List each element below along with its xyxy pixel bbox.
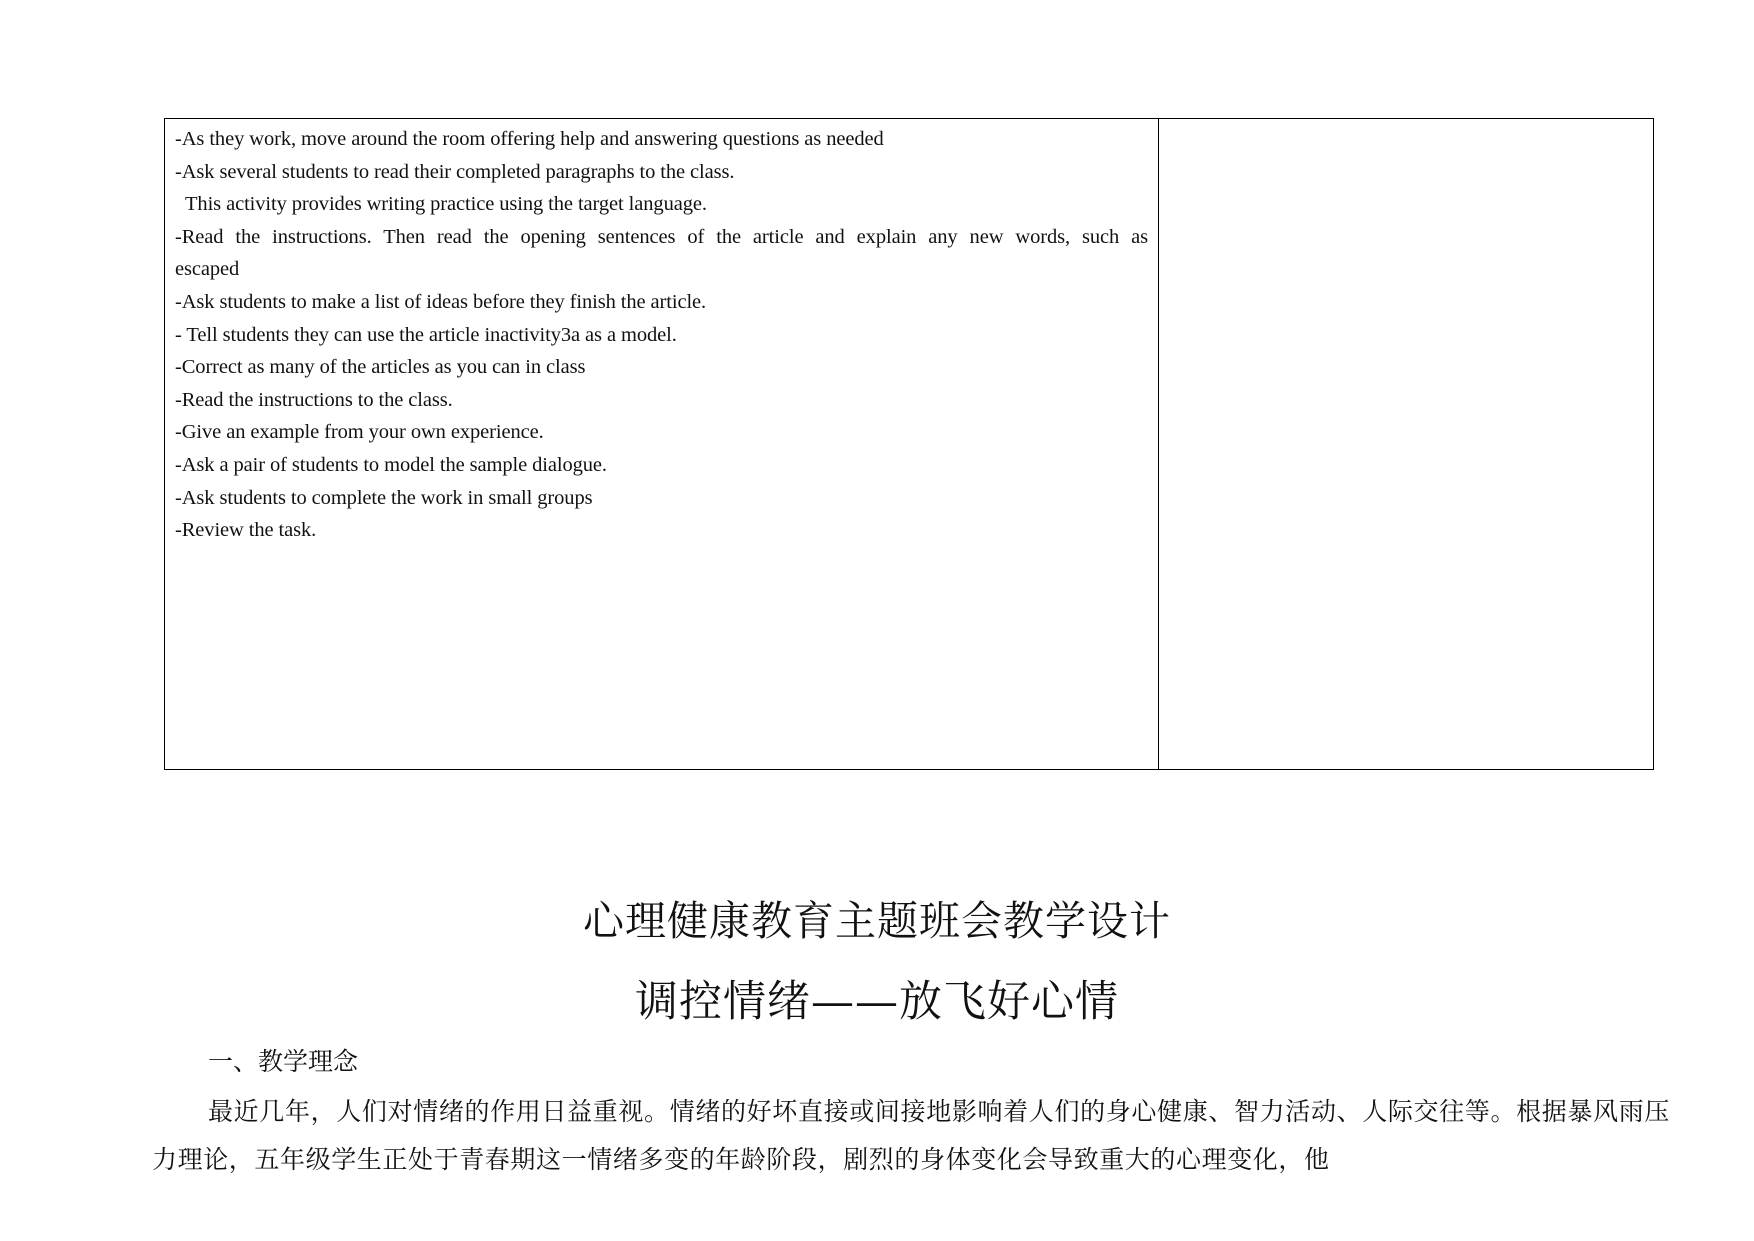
procedure-line: -Read the instructions to the class. — [175, 388, 453, 411]
procedure-line: -Ask students to make a list of ideas before they finish the article. — [175, 290, 707, 313]
notes-cell — [1159, 119, 1653, 769]
procedure-line: -As they work, move around the room offering help and answering questions as needed — [175, 128, 884, 150]
procedure-line: -Review the task. — [175, 519, 317, 542]
teacher-activities-cell — [165, 119, 1159, 769]
section-heading: 一、教学理念 — [208, 1047, 359, 1076]
procedure-line: This activity provides writing practice using the target language. — [185, 193, 707, 216]
procedure-line: -Correct as many of the articles as you can in class — [175, 356, 586, 379]
document-subtitle: 调控情绪——放飞好心情 — [635, 977, 1119, 1027]
procedure-line: - Tell students they can use the article inactivity3a as a model. — [175, 323, 677, 346]
procedure-line: -Ask several students to read their completed paragraphs to the class. — [175, 160, 735, 183]
lesson-procedure-table — [164, 118, 1654, 770]
document-title: 心理健康教育主题班会教学设计 — [583, 897, 1171, 945]
procedure-line: -Give an example from your own experience. — [175, 421, 544, 444]
procedure-line: -Ask students to complete the work in small groups — [175, 486, 593, 509]
body-paragraph: 最近几年，人们对情绪的作用日益重视。情绪的好坏直接或间接地影响着人们的身心健康、智力活动、人际交往等。根据暴风雨压力理论，五年级学生正处于青春期这一情绪多变的年龄阶段，剧烈的身体变化会导致重大的心理变化，他 — [152, 1097, 1670, 1174]
procedure-line: escaped — [175, 258, 240, 281]
procedure-line: -Ask a pair of students to model the sample dialogue. — [175, 453, 607, 476]
procedure-line: -Read the instructions. Then read the opening sentences of the article and explain any new words, such as — [175, 225, 1148, 248]
